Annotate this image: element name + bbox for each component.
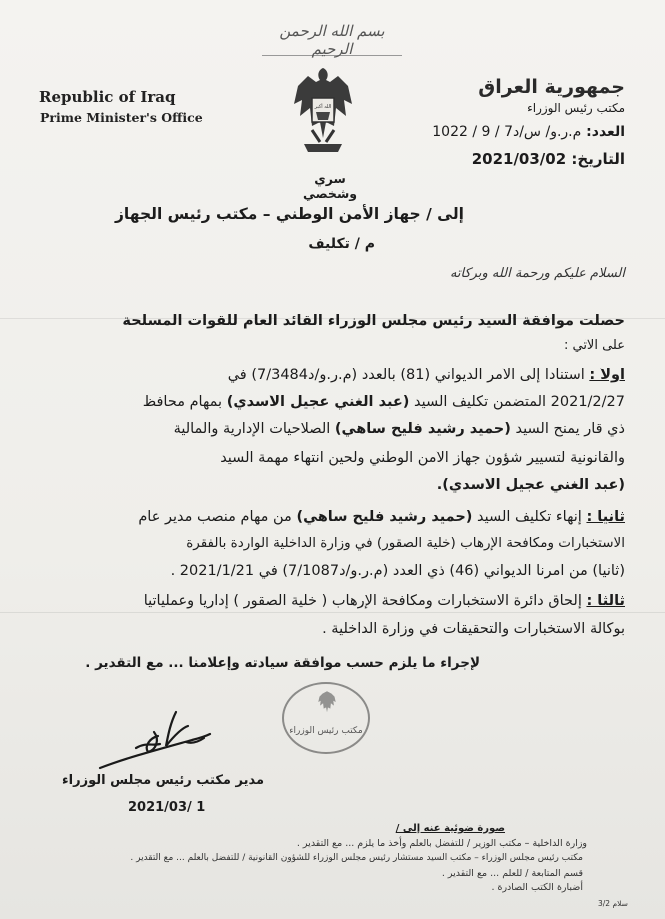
first-text: بمهام محافظ [142,395,223,410]
stamp-text: مكتب رئيس الوزراء [289,726,363,736]
second-label: ثانياً : [586,510,625,525]
ref-number [432,124,625,140]
body-intro-line2: على الآتي : [563,339,625,352]
copy-item: وزارة الداخلية – مكتب الوزير / للتفضل بالعلم وأخذ ما يلزم ... مع التقدير . [296,838,587,849]
person-name: (حميد رشيد فليح ساهي) [334,422,511,437]
copy-item: مكتب رئيس مجلس الوزراء – مكتب السيد مستشار رئيس مجلس الوزراء للشؤون القانونية / للتفضل بالعلم ... مع التقدير . [130,853,583,863]
iraq-eagle-emblem-icon [290,64,356,164]
first-line4: والقانونية لتسيير شؤون جهاز الأمن الوطني ولحين انتهاء مهمة السيد [220,451,625,466]
third-text: إلحاق دائرة الاستخبارات ومكافحة الإرهاب ( خلية الصقور ) إدارياً وعملياتياً [143,594,582,609]
first-text: استناداً إلى الأمر الديواني (81) بالعدد (م.ر.و/د7/3484) في [227,368,585,383]
copy-item: أضبارة الكتب الصادرة . [491,882,583,893]
person-name: (عبد الغني عجيل الأسدي) [226,395,410,410]
second-line3: (ثانياً) من أمرنا الديواني (46) ذي العدد (م.ر.و/د7/1087) في 2021/1/21 . [170,564,625,579]
stamp-eagle-icon [314,690,340,720]
ref-number-value: م.ر.و/ س/د7 / 9 / 1022 [432,124,582,140]
header-en-subtitle: Prime Minister's Office [40,110,203,125]
header-ar-title: جمهورية العراق [478,76,625,98]
first-text: 2021/2/27 المتضمن تكليف السيد [414,395,625,410]
person-name: (حميد رشيد فليح ساهي) [296,510,473,525]
confidential-caption: سري وشخصي [302,171,358,201]
first-line3 [40,422,625,437]
paper-fold [0,612,665,613]
copies-heading: صورة ضوئية عنه إلى / [395,823,505,834]
header-en-title: Republic of Iraq [39,88,176,106]
second-line1 [40,510,625,525]
header-ar-subtitle: مكتب رئيس الوزراء [527,101,625,115]
copy-item: قسم المتابعة / للعلم ... مع التقدير . [441,868,583,879]
signature-date: 2021/03/ 1 [128,800,206,815]
ref-date-label: التاريخ: [571,150,625,168]
ref-date-value: 2021/03/02 [471,150,567,168]
second-text: من مهام منصب مدير عام [138,510,292,525]
second-line2: الاستخبارات ومكافحة الإرهاب (خلية الصقور) في وزارة الداخلية الواردة بالفقرة [186,537,625,551]
footer-code: سلام 3/2 [598,899,628,908]
body-intro-line1: حصلت موافقة السيد رئيس مجلس الوزراء القائد العام للقوات المسلحة [122,314,625,329]
first-text: الصلاحيات الإدارية والمالية [173,422,331,437]
subject: م / تكليف [308,236,375,252]
first-text: ذي قار يمنح السيد [515,422,625,437]
recipient: إلى / جهاز الأمن الوطني – مكتب رئيس الجهاز [114,205,464,223]
second-text: إنهاء تكليف السيد [477,510,582,525]
basmala: بسم الله الرحمن الرحيم [262,22,402,56]
handwritten-signature [96,706,214,772]
first-line1 [40,368,625,383]
third-label: ثالثاً : [586,594,625,609]
svg-text:الله أكبر: الله أكبر [314,104,332,110]
first-label: أولاً : [589,368,625,383]
ref-date [472,150,625,168]
official-stamp [282,682,370,754]
first-line5: (عبد الغني عجيل الأسدي). [436,478,625,493]
ref-number-label: العدد: [586,124,625,140]
third-line1 [40,594,625,609]
first-line2 [40,395,625,410]
signatory-title: مدير مكتب رئيس مجلس الوزراء [62,773,265,788]
third-line2: بوكالة الاستخبارات والتحقيقات في وزارة الداخلية . [322,622,625,637]
closing-line: لإجراء ما يلزم حسب موافقة سيادته وإعلامنا ... مع التقدير . [85,655,480,671]
greeting: السلام عليكم ورحمة الله وبركاته [449,266,625,281]
